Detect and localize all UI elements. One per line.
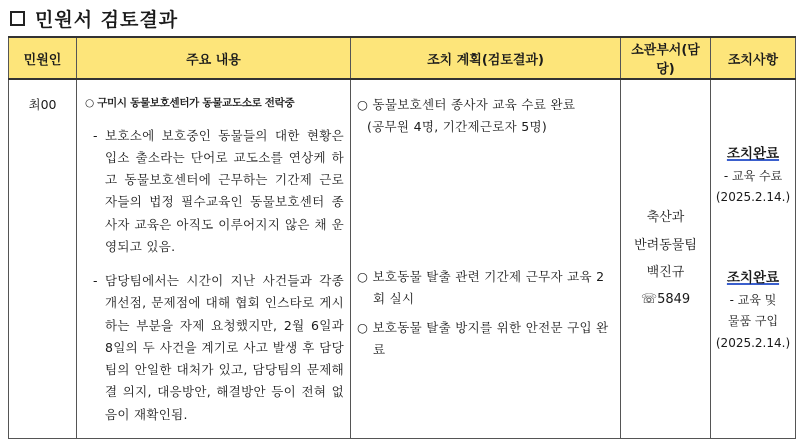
measure-1-date: (2025.2.14.): [715, 190, 791, 205]
header-action-plan: 조치 계획(검토결과): [351, 37, 621, 79]
header-department: 소관부서(담당): [621, 37, 711, 79]
action-item-3: ○ 보호동물 탈출 방지를 위한 안전문 구입 완료: [357, 319, 609, 357]
review-table: [8, 36, 796, 439]
checkbox-square-icon: [10, 11, 25, 26]
measure-block-2: [711, 266, 795, 354]
measure-block-1: [711, 142, 795, 209]
summary-heading: ○ 구미시 동물보호센터가 동물교도소로 전락중: [85, 97, 295, 109]
department-name: 축산과: [646, 210, 685, 226]
department-cell: [621, 79, 711, 438]
action-group-2: [357, 266, 610, 367]
measure-2-status: 조치완료: [726, 270, 780, 286]
summary-paragraph-1: - 보호소에 보호중인 동물들의 대한 현황은 입소 출소라는 단어로 교도소를 연상케 하고 동물보호센터에 근무하는 기간제 근로자들의 법정 필수교육인 동물보호센터 종사자 교육은 아직도 이루어지지 않은 채 운영되고 있음.: [93, 127, 344, 254]
summary-cell: [77, 79, 351, 438]
petitioner-cell: 최00: [9, 79, 77, 438]
header-row: [9, 37, 796, 79]
measure-2-date: (2025.2.14.): [715, 335, 791, 350]
header-petitioner: 민원인: [9, 37, 77, 79]
measure-2-detail-1: - 교육 및: [729, 293, 777, 308]
measure-1-status: 조치완료: [726, 146, 780, 162]
table-row: [9, 79, 796, 438]
page-title-text: 민원서 검토결과: [35, 8, 179, 31]
measure-1-detail: - 교육 수료: [723, 169, 783, 184]
department-contact-person: 백진규: [646, 264, 685, 280]
department-team: 반려동물팀: [634, 237, 697, 253]
action-item-1-detail: (공무원 4명, 기간제근로자 5명): [367, 119, 548, 135]
header-summary: 주요 내용: [77, 37, 351, 79]
header-measures: 조치사항: [711, 37, 796, 79]
action-item-1: ○ 동물보호센터 종사자 교육 수료 완료: [357, 97, 576, 112]
measures-cell: [711, 79, 796, 438]
department-phone: ☏5849: [640, 292, 691, 308]
action-item-2: ○ 보호동물 탈출 관련 기간제 근무자 교육 2회 실시: [357, 269, 605, 307]
summary-paragraph-2: - 담당팀에서는 시간이 지난 사건들과 각종 개선점, 문제점에 대해 협회 인스타로 게시하는 부분을 자제 요청했지만, 2월 6일과 8일의 두 사건을 계기로 사고 발생 후 담당팀의 안일한 대처가 있고, 담당팀의 문제해결 의지, 대응방안, 해결방안 등이 전혀 없음이 재확인됨.: [93, 273, 344, 422]
page-title: [10, 4, 178, 32]
measure-2-detail-2: 물품 구입: [727, 314, 779, 329]
action-plan-cell: [351, 79, 621, 438]
